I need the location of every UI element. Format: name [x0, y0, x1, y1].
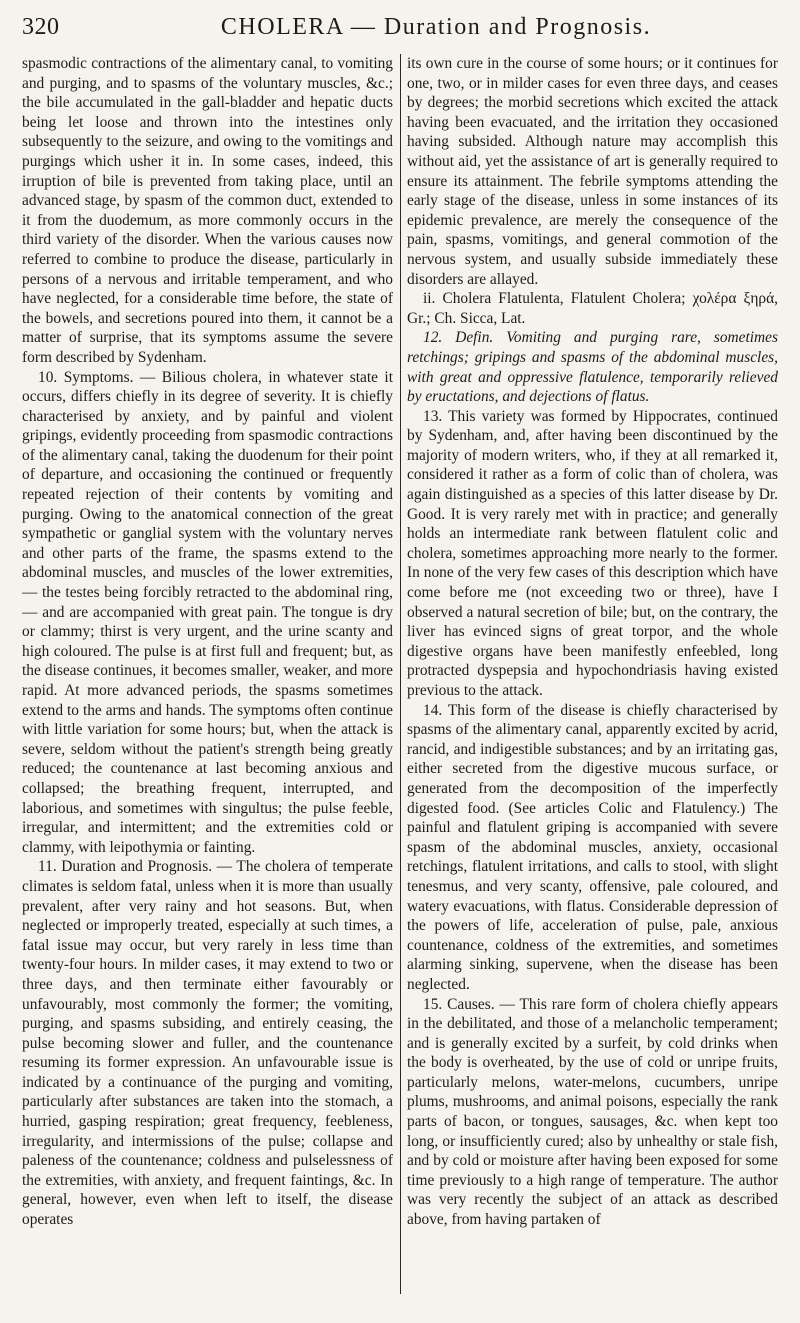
page-number: 320	[22, 14, 60, 40]
column-divider	[400, 54, 401, 1294]
section-heading: ii. Cholera Flatulenta, Flatulent Cholera; χολέρα ξηρά, Gr.; Ch. Sicca, Lat.	[407, 290, 778, 327]
paragraph: 14. This form of the disease is chiefly characterised by spasms of the alimentary canal, apparently excited by acrid, rancid, and indigestible substances; and by an irritating gas, either secreted from the digestive mucous surface, or generated from the decomposition of the imperfectly digested food. (See articles Colic and Flatulency.) The painful and flatulent griping is accompanied with severe spasm of the abdominal muscles, anxiety, occasional retchings, flatulent irritations, and calls to stool, with slight tenesmus, and very scanty, offensive, pale coloured, and watery evacuations, with flatus. Considerable depression of the powers of life, acceleration of pulse, pale, anxious countenance, coldness of the extremities, and sometimes alarming sinking, supervene, when the disease has been neglected.	[407, 701, 778, 993]
paragraph: 13. This variety was formed by Hippocrates, continued by Sydenham, and, after having been discontinued by the majority of modern writers, who, if they at all remarked it, considered it rather as a form of colic than of cholera, was again distinguished as a species of this latter disease by Dr. Good. It is very rarely met with in practice; and generally holds an intermediate rank between flatulent colic and cholera, sometimes approaching more nearly to the former. In none of the very few cases of this description which have come before me (not exceeding two or three), have I observed a natural secretion of bile; but, on the contrary, the liver has evinced signs of great torpor, and the whole digestive organs have been manifestly enfeebled, long protracted dyspepsia and hypochondriasis having existed previous to the attack.	[407, 407, 778, 699]
paragraph: spasmodic contractions of the alimentary canal, to vomiting and purging, and to spasms of the voluntary muscles, &c.; the bile accumulated in the gall-bladder and hepatic ducts being let loose and thrown into the intestines only subsequently to the seizure, and owing to the vomitings and purgings which usher it in. In some cases, indeed, this irruption of bile is prevented from taking place, until an advanced stage, by spasm of the common duct, extended to it from the duodemum, as more commonly occurs in the third variety of the disorder. When the various causes now referred to combine to produce the disease, particularly in persons of a nervous and irritable temperament, and who have neglected, for a considerable time before, the state of the bowels, and secretions poured into them, it cannot be a matter of surprise, that its symptoms assume the severe form described by Sydenham.	[22, 55, 393, 366]
page-header	[22, 14, 778, 48]
paragraph: 15. Causes. — This rare form of cholera chiefly appears in the debilitated, and those of a melancholic temperament; and is generally excited by a surfeit, by cold drinks when the body is overheated, by the use of cold or unripe fruits, particularly melons, water-melons, cucumbers, unripe plums, mushrooms, and animal poisons, especially the rank parts of bacon, or tongues, sausages, &c. when kept too long, or insufficiently cured; also by unhealthy or stale fish, and by cold or moisture after having been exposed for some time previously to a high range of temperature. The author was very recently the subject of an attack as described above, from having partaken of	[407, 995, 778, 1229]
paragraph: its own cure in the course of some hours; or it continues for one, two, or in milder cases for even three days, and ceases by degrees; the morbid secretions which excited the attack having been evacuated, and the irritation they occasioned having subsided. Although nature may accomplish this without aid, yet the assistance of art is generally required to ensure its attainment. The febrile symptoms attending the early stage of the disease, unless in some instances of its epidemic prevalence, are merely the consequence of the pain, spasms, vomitings, and general commotion of the nervous system, and usually subside immediately these disorders are allayed.	[407, 55, 778, 288]
right-column	[407, 54, 778, 1314]
left-column	[22, 54, 393, 1314]
paragraph: 11. Duration and Prognosis. — The cholera of temperate climates is seldom fatal, unless when it is more than usually prevalent, after very rainy and hot seasons. But, when neglected or improperly treated, especially at such times, a fatal issue may occur, but very rarely in less time than twenty-four hours. In milder cases, it may extend to two or three days, and then terminate either favourably or unfavourably, most commonly the former; the vomiting, purging, and spasms subsiding, and entirely ceasing, the pulse becoming slower and fuller, and the countenance resuming its former expression. An unfavourable issue is indicated by a continuance of the purging and vomiting, particularly after substances are taken into the stomach, a hurried, gasping respiration; great frequency, feebleness, irregularity, and intermissions of the pulse; collapse and paleness of the countenance; coldness and pulselessness of the extremities, with anxiety, and frequent faintings, &c. In general, however, even when left to itself, the disease operates	[22, 858, 393, 1229]
definition-paragraph: 12. Defin. Vomiting and purging rare, sometimes retchings; gripings and spasms of the abdominal muscles, with great and oppressive flatulence, temporarily relieved by eructations, and dejections of flatus.	[407, 329, 778, 406]
running-head: CHOLERA — Duration and Prognosis.	[220, 14, 652, 40]
paragraph: 10. Symptoms. — Bilious cholera, in whatever state it occurs, differs chiefly in its degree of severity. It is chiefly characterised by anxiety, and by painful and violent gripings, evidently proceeding from spasmodic contractions of the alimentary canal, taking the duodenum for their point of departure, and occasioning the continued or frequently repeated rejection of their contents by vomiting and purging. Owing to the anatomical connection of the great sympathetic or ganglial system with the voluntary nerves and other parts of the frame, the spasms extend to the abdominal muscles, and muscles of the lower extremities, — the testes being forcibly retracted to the abdominal ring, — and are accompanied with great pain. The tongue is dry or clammy; thirst is very urgent, and the urine scanty and high coloured. The pulse is at first full and frequent; but, as the disease continues, it becomes smaller, weaker, and more rapid. At more advanced periods, the spasms sometimes extend to the arms and hands. The symptoms often continue with little variation for some hours; but, when the attack is severe, seldom without the patient's strength being greatly reduced; the countenance at last becoming anxious and collapsed; the breathing frequent, interrupted, and laborious, and sometimes with singultus; the pulse feeble, irregular, and intermittent; and the extremities cold or clammy, with leipothymia or fainting.	[22, 368, 393, 856]
text-columns	[22, 54, 778, 1314]
